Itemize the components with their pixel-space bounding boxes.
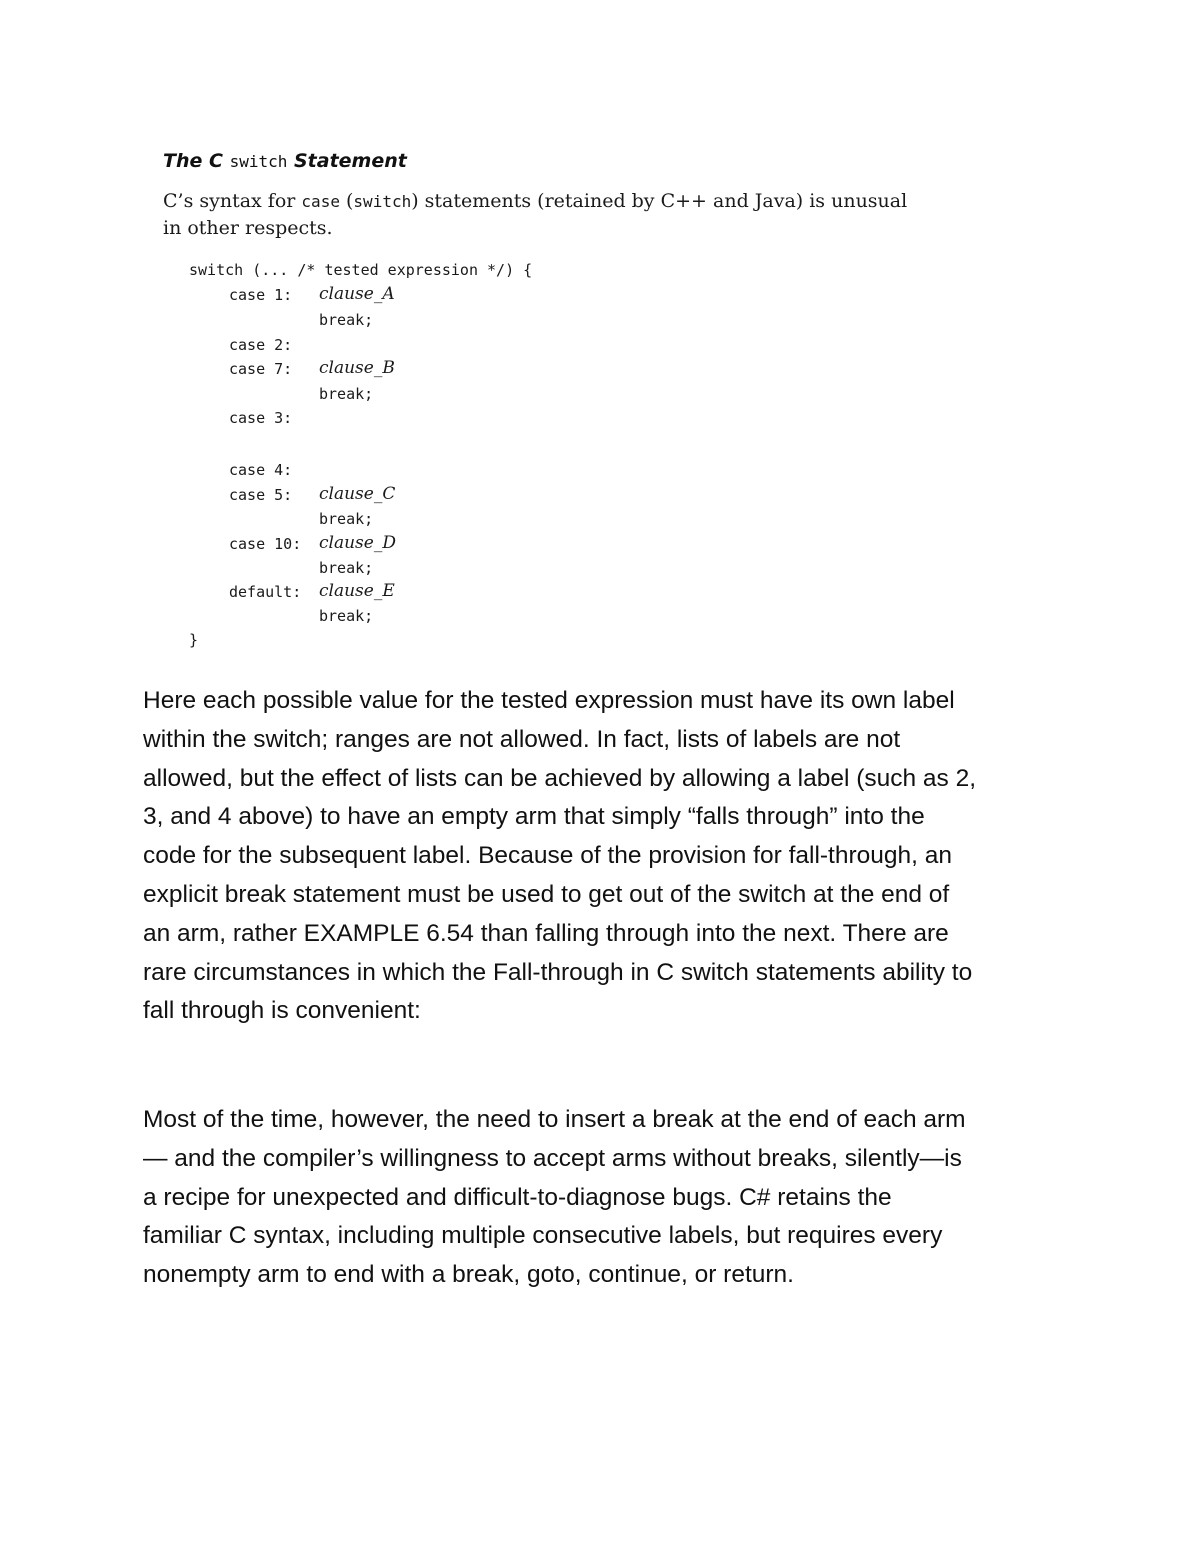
- paragraph-line: nonempty arm to end with a break, goto, continue, or return.: [143, 1261, 794, 1289]
- intro-text-2: (: [346, 190, 354, 212]
- intro-keyword-case: case: [301, 192, 340, 211]
- paragraph-line: explicit break statement must be used to get out of the switch at the end of: [143, 880, 950, 908]
- code-case-7: case 7:: [229, 360, 293, 378]
- code-case-2: case 2:: [229, 336, 293, 354]
- intro-line-2: in other respects.: [163, 217, 333, 239]
- paragraph-line: — and the compiler’s willingness to accept arms without breaks, silently—is: [143, 1144, 962, 1172]
- code-clause-a: clause_A: [319, 284, 395, 304]
- paragraph-line: rare circumstances in which the Fall-through in C switch statements ability to: [143, 958, 973, 986]
- code-case-1: case 1:: [229, 286, 293, 304]
- intro-text-3: ) statements (retained by C++ and Java) is unusual: [411, 190, 908, 212]
- code-break: break;: [319, 559, 374, 577]
- paragraph-line: a recipe for unexpected and difficult-to-diagnose bugs. C# retains the: [143, 1183, 892, 1211]
- intro-text-1: C’s syntax for: [163, 190, 296, 212]
- code-clause-b: clause_B: [319, 358, 395, 378]
- code-case-10: case 10:: [229, 535, 302, 553]
- code-break: break;: [319, 385, 374, 403]
- paragraph-line: allowed, but the effect of lists can be achieved by allowing a label (such as 2,: [143, 764, 977, 792]
- code-close-brace: }: [189, 631, 199, 649]
- paragraph-line: fall through is convenient:: [143, 997, 421, 1025]
- excerpt-title-suffix: Statement: [293, 150, 407, 172]
- paragraph-line: within the switch; ranges are not allowed. In fact, lists of labels are not: [143, 725, 901, 753]
- paragraph-csharp: [143, 1101, 1083, 1295]
- code-break: break;: [319, 510, 374, 528]
- code-clause-c: clause_C: [319, 484, 396, 504]
- code-break: break;: [319, 311, 374, 329]
- paragraph-line: an arm, rather EXAMPLE 6.54 than falling through into the next. There are: [143, 919, 949, 947]
- excerpt-title: [163, 150, 407, 172]
- paragraph-line: Here each possible value for the tested expression must have its own label: [143, 687, 955, 714]
- code-switch-open: switch (... /* tested expression */) {: [189, 261, 533, 279]
- code-case-5: case 5:: [229, 486, 293, 504]
- code-clause-d: clause_D: [319, 533, 396, 553]
- code-case-3: case 3:: [229, 409, 293, 427]
- excerpt-title-keyword: switch: [229, 152, 288, 171]
- paragraph-line: code for the subsequent label. Because of the provision for fall-through, an: [143, 842, 953, 870]
- code-default: default:: [229, 583, 302, 601]
- intro-keyword-switch: switch: [353, 192, 412, 211]
- paragraph-line: Most of the time, however, the need to insert a break at the end of each arm: [143, 1106, 966, 1133]
- code-case-4: case 4:: [229, 461, 293, 479]
- paragraph-fall-through: [143, 682, 1083, 1031]
- excerpt-intro: [163, 188, 943, 242]
- code-clause-e: clause_E: [319, 581, 395, 601]
- paragraph-line: familiar C syntax, including multiple consecutive labels, but requires every: [143, 1222, 943, 1250]
- excerpt-title-prefix: The C: [163, 150, 223, 172]
- paragraph-line: 3, and 4 above) to have an empty arm that simply “falls through” into the: [143, 803, 925, 831]
- code-break: break;: [319, 607, 374, 625]
